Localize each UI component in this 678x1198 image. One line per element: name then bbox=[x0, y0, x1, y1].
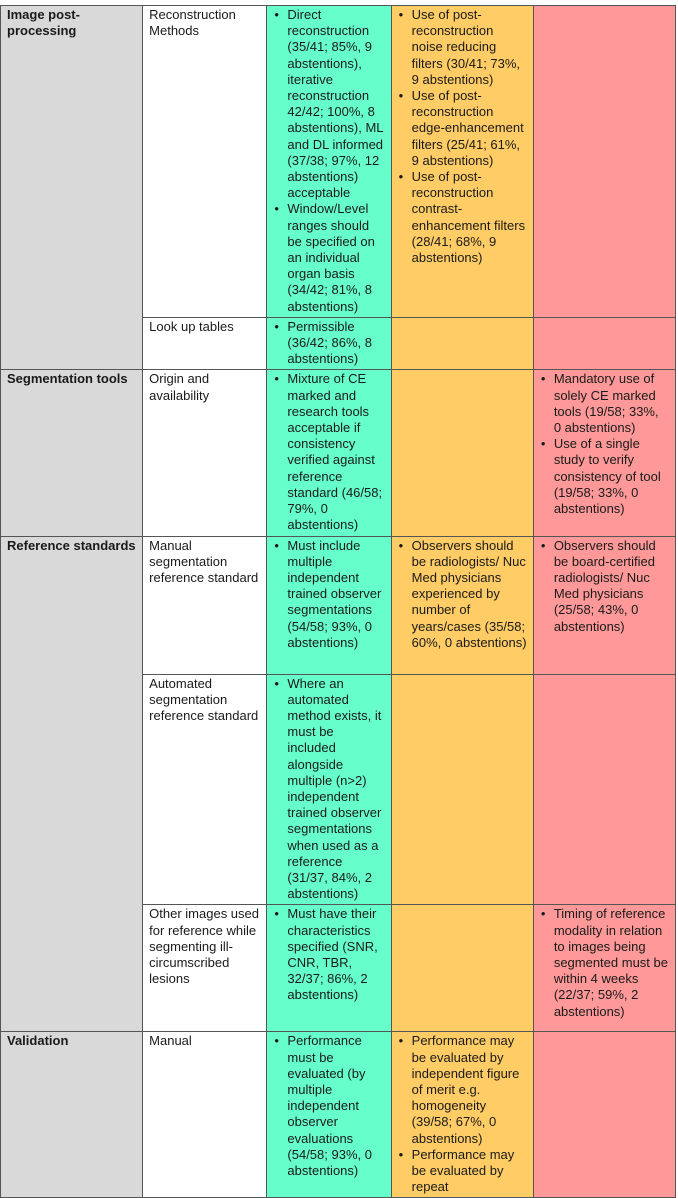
list-item: • Permissible (36/42; 86%, 8 abstentions) bbox=[287, 319, 384, 368]
acceptable-list bbox=[273, 1033, 384, 1179]
not-agreed-cell bbox=[533, 1032, 675, 1198]
subtopic-cell: Other images used for reference while segmenting ill-circumscribed lesions bbox=[143, 905, 267, 1032]
list-item: • Window/Level ranges should be specified on an individual organ basis (34/42; 81%, 8 abstentions) bbox=[287, 201, 384, 314]
list-item: • Use of post-reconstruction noise reducing filters (30/41; 73%, 9 abstentions) bbox=[412, 7, 527, 88]
list-item: • Use of a single study to verify consistency of tool (19/58; 33%, 0 abstentions) bbox=[554, 436, 669, 517]
subtopic-cell: Manual bbox=[143, 1032, 267, 1198]
list-item: • Timing of reference modality in relation to images being segmented must be within 4 weeks (22/37; 59%, 2 abstentions) bbox=[554, 906, 669, 1019]
conditional-cell bbox=[391, 317, 533, 370]
acceptable-list bbox=[273, 319, 384, 368]
list-item: • Performance may be evaluated by repeat bbox=[412, 1147, 527, 1196]
list-item: • Observers should be board-certified radiologists/ Nuc Med physicians (25/58; 43%, 0 abstentions) bbox=[554, 538, 669, 635]
table-row bbox=[1, 1032, 676, 1198]
acceptable-cell bbox=[267, 317, 391, 370]
list-item: • Where an automated method exists, it must be included alongside multiple (n>2) independent trained observer segmentations when used as a reference (31/37, 84%, 2 abstentions) bbox=[287, 676, 384, 903]
not-agreed-cell bbox=[533, 317, 675, 370]
not-agreed-list bbox=[540, 371, 669, 517]
list-item: • Observers should be radiologists/ Nuc Med physicians experienced by number of years/cases (35/58; 60%, 0 abstentions) bbox=[412, 538, 527, 651]
not-agreed-list bbox=[540, 906, 669, 1019]
conditional-cell bbox=[391, 370, 533, 536]
not-agreed-list bbox=[540, 538, 669, 635]
list-item: • Use of post-reconstruction edge-enhancement filters (25/41; 61%, 9 abstentions) bbox=[412, 88, 527, 169]
not-agreed-cell bbox=[533, 6, 675, 318]
acceptable-list bbox=[273, 538, 384, 651]
not-agreed-cell bbox=[533, 370, 675, 536]
table-row bbox=[1, 370, 676, 536]
category-cell: Validation bbox=[1, 1032, 143, 1198]
subtopic-cell: Automated segmentation reference standard bbox=[143, 674, 267, 905]
category-cell: Segmentation tools bbox=[1, 370, 143, 536]
list-item: • Direct reconstruction (35/41; 85%, 9 abstentions), iterative reconstruction 42/42; 100%, 8 abstentions), ML and DL informed (37/38; 97%, 12 abstentions) acceptable bbox=[287, 7, 384, 201]
consensus-table bbox=[0, 5, 676, 1198]
table-row bbox=[1, 6, 676, 318]
conditional-cell bbox=[391, 536, 533, 674]
subtopic-cell: Look up tables bbox=[143, 317, 267, 370]
conditional-list bbox=[398, 538, 527, 651]
conditional-cell bbox=[391, 1032, 533, 1198]
acceptable-list bbox=[273, 676, 384, 903]
conditional-list bbox=[398, 7, 527, 266]
table-row bbox=[1, 536, 676, 674]
conditional-list bbox=[398, 1033, 527, 1195]
category-cell: Reference standards bbox=[1, 536, 143, 1032]
list-item: • Must have their characteristics specified (SNR, CNR, TBR, 32/37; 86%, 2 abstentions) bbox=[287, 906, 384, 1003]
conditional-cell bbox=[391, 674, 533, 905]
not-agreed-cell bbox=[533, 674, 675, 905]
acceptable-list bbox=[273, 7, 384, 315]
subtopic-cell: Manual segmentation reference standard bbox=[143, 536, 267, 674]
acceptable-cell bbox=[267, 905, 391, 1032]
subtopic-cell: Origin and availability bbox=[143, 370, 267, 536]
list-item: • Use of post-reconstruction contrast-enhancement filters (28/41; 68%, 9 abstentions) bbox=[412, 169, 527, 266]
acceptable-cell bbox=[267, 536, 391, 674]
list-item: • Mixture of CE marked and research tools acceptable if consistency verified against reference standard (46/58; 79%, 0 abstentions) bbox=[287, 371, 384, 533]
conditional-cell bbox=[391, 905, 533, 1032]
list-item: • Performance must be evaluated (by multiple independent observer evaluations (54/58; 93%, 0 abstentions) bbox=[287, 1033, 384, 1179]
list-item: • Performance may be evaluated by independent figure of merit e.g. homogeneity (39/58; 67%, 0 abstentions) bbox=[412, 1033, 527, 1146]
not-agreed-cell bbox=[533, 905, 675, 1032]
acceptable-cell bbox=[267, 674, 391, 905]
conditional-cell bbox=[391, 6, 533, 318]
subtopic-cell: Reconstruction Methods bbox=[143, 6, 267, 318]
acceptable-cell bbox=[267, 370, 391, 536]
not-agreed-cell bbox=[533, 536, 675, 674]
acceptable-cell bbox=[267, 1032, 391, 1198]
acceptable-cell bbox=[267, 6, 391, 318]
acceptable-list bbox=[273, 906, 384, 1003]
category-cell: Image post-processing bbox=[1, 6, 143, 370]
list-item: • Mandatory use of solely CE marked tools (19/58; 33%, 0 abstentions) bbox=[554, 371, 669, 436]
acceptable-list bbox=[273, 371, 384, 533]
list-item: • Must include multiple independent trained observer segmentations (54/58; 93%, 0 abstentions) bbox=[287, 538, 384, 651]
